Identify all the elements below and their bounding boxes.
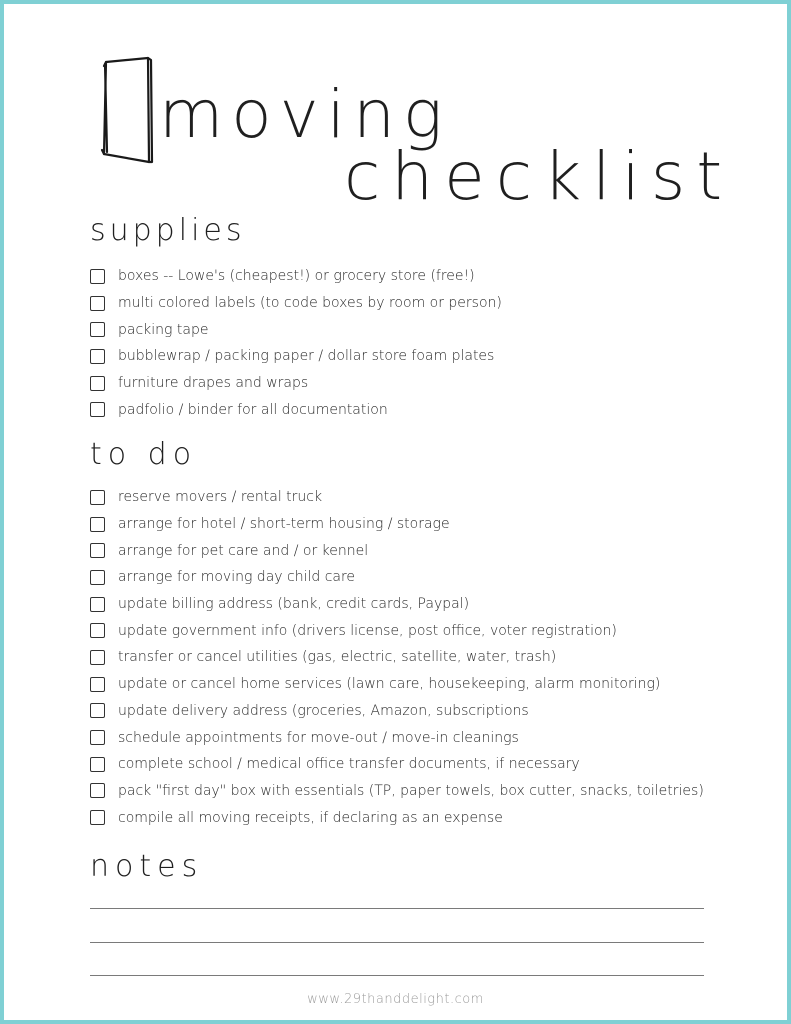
checklist-item <box>90 511 704 538</box>
checklist-item <box>90 671 704 698</box>
checklist-item <box>90 644 704 671</box>
title-moving: moving <box>159 76 451 153</box>
checkbox[interactable] <box>90 623 105 638</box>
checklist-item-label: bubblewrap / packing paper / dollar store foam plates <box>118 348 495 365</box>
checkbox[interactable] <box>90 269 105 284</box>
notes-writing-line[interactable] <box>90 975 704 976</box>
checklist-item <box>90 778 704 805</box>
checklist-item <box>90 316 502 343</box>
checklist-item <box>90 617 704 644</box>
checklist-item <box>90 724 704 751</box>
checklist-item-label: pack "first day" box with essentials (TP, paper towels, box cutter, snacks, toiletries) <box>118 782 704 799</box>
checklist-item <box>90 263 502 290</box>
checklist-item-label: schedule appointments for move-out / move-in cleanings <box>118 729 519 746</box>
checklist-item-label: reserve movers / rental truck <box>118 489 323 506</box>
checklist-item <box>90 564 704 591</box>
checklist-item <box>90 751 704 778</box>
checklist-item <box>90 290 502 317</box>
checklist-item-label: arrange for moving day child care <box>118 569 356 586</box>
checklist-item-label: arrange for hotel / short-term housing / storage <box>118 516 450 533</box>
todo-list <box>90 484 704 831</box>
checkbox[interactable] <box>90 349 105 364</box>
checkbox[interactable] <box>90 757 105 772</box>
checkbox[interactable] <box>90 677 105 692</box>
supplies-heading: supplies <box>90 213 246 248</box>
checkbox[interactable] <box>90 570 105 585</box>
checklist-item-label: packing tape <box>118 321 209 338</box>
checkbox[interactable] <box>90 517 105 532</box>
checklist-item-label: compile all moving receipts, if declaring as an expense <box>118 809 503 826</box>
checklist-item-label: transfer or cancel utilities (gas, electric, satellite, water, trash) <box>118 649 557 666</box>
checklist-item-label: multi colored labels (to code boxes by room or person) <box>118 295 502 312</box>
todo-heading: to do <box>90 437 198 472</box>
notes-heading: notes <box>90 849 204 884</box>
checkbox[interactable] <box>90 543 105 558</box>
checkbox[interactable] <box>90 650 105 665</box>
checklist-item <box>90 484 704 511</box>
checklist-item-label: complete school / medical office transfer documents, if necessary <box>118 756 580 773</box>
checklist-item-label: boxes -- Lowe's (cheapest!) or grocery store (free!) <box>118 268 475 285</box>
checklist-item-label: arrange for pet care and / or kennel <box>118 542 369 559</box>
checkbox[interactable] <box>90 376 105 391</box>
checklist-item-label: update government info (drivers license, post office, voter registration) <box>118 622 617 639</box>
checklist-item-label: update delivery address (groceries, Amazon, subscriptions <box>118 702 529 719</box>
notes-writing-line[interactable] <box>90 908 704 909</box>
checkbox[interactable] <box>90 703 105 718</box>
checkbox[interactable] <box>90 597 105 612</box>
checklist-item <box>90 804 704 831</box>
supplies-list <box>90 263 502 423</box>
checkbox[interactable] <box>90 490 105 505</box>
checkbox[interactable] <box>90 402 105 417</box>
checklist-item <box>90 343 502 370</box>
checkbox[interactable] <box>90 730 105 745</box>
checkbox[interactable] <box>90 296 105 311</box>
checkbox[interactable] <box>90 783 105 798</box>
checklist-item-label: update billing address (bank, credit cards, Paypal) <box>118 596 470 613</box>
checklist-item-label: padfolio / binder for all documentation <box>118 401 388 418</box>
box-icon <box>96 52 154 168</box>
checklist-item-label: furniture drapes and wraps <box>118 375 309 392</box>
checklist-item <box>90 698 704 725</box>
footer-website-url: www.29thanddelight.com <box>307 992 484 1007</box>
checklist-item <box>90 396 502 423</box>
checklist-item <box>90 591 704 618</box>
title-checklist: checklist <box>344 138 734 215</box>
checklist-item <box>90 537 704 564</box>
notes-writing-line[interactable] <box>90 942 704 943</box>
checklist-item-label: update or cancel home services (lawn care, housekeeping, alarm monitoring) <box>118 676 661 693</box>
checklist-item <box>90 370 502 397</box>
checkbox[interactable] <box>90 810 105 825</box>
checkbox[interactable] <box>90 322 105 337</box>
